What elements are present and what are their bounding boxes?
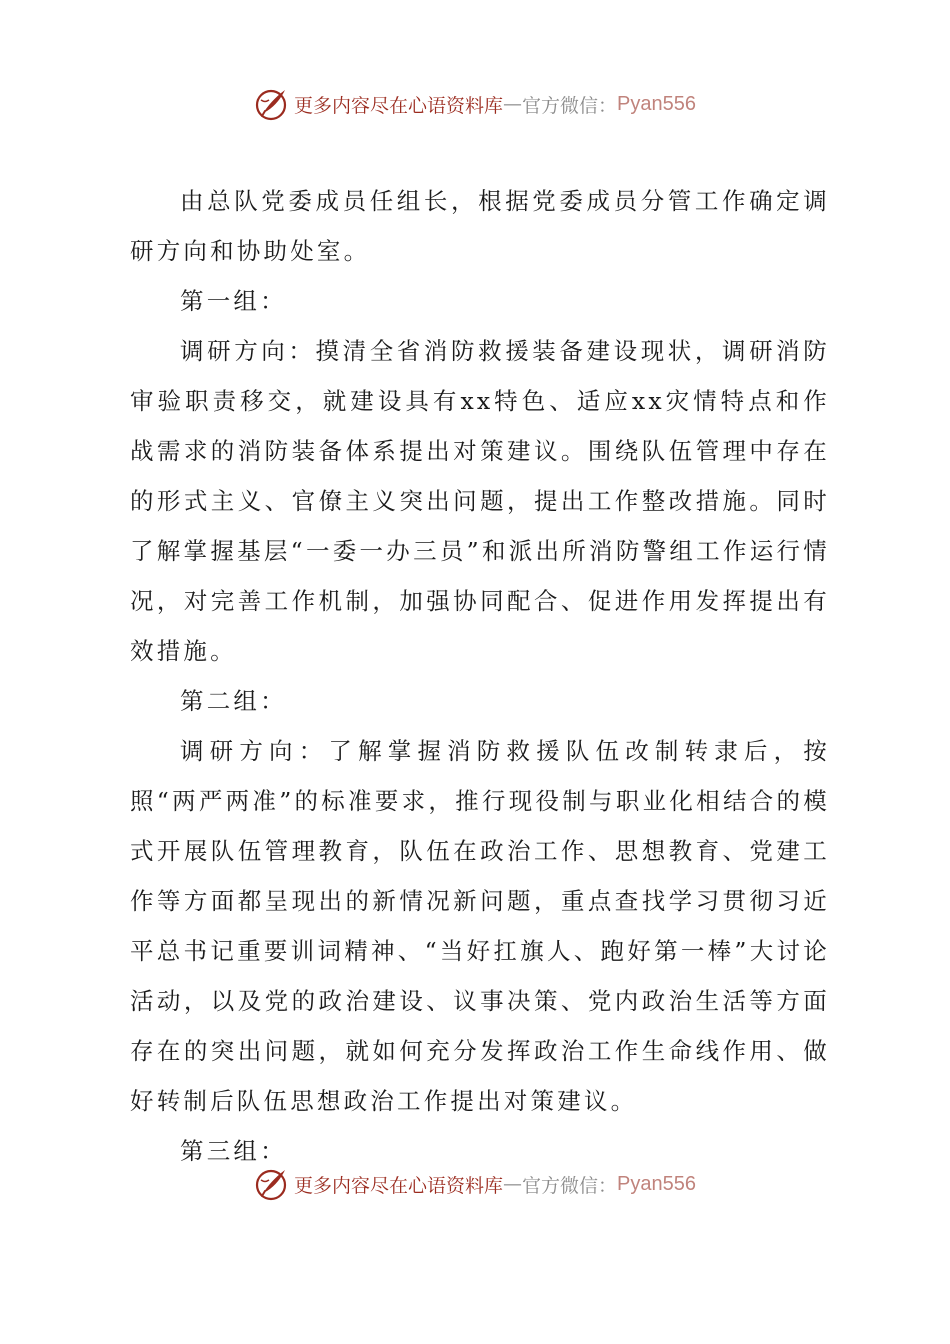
footer-separator: — [503,1173,523,1195]
group-1-heading: 第一组： [180,287,287,315]
group-1-direction: 调研方向：摸清全省消防救援装备建设现状，调研消防审验职责移交，就建设具有xx特色、适应xx灾情特点和作战需求的消防装备体系提出对策建议。围绕队伍管理中存在的形式主义、官僚主义突出问题，提出工作整改措施。同时了解掌握基层“一委一办三员”和派出所消防警组工作运行情况，对完善工作机制，加强协同配合、促进作用发挥提出有效措施。 [130,337,830,665]
paragraph-intro: 由总队党委成员任组长，根据党委成员分管工作确定调研方向和协助处室。 [130,187,830,265]
quill-pen-logo-icon [254,86,290,122]
header-wechat-label: 官方微信： [522,94,618,117]
footer-banner [0,1164,950,1204]
header-banner [0,84,950,124]
group-2-direction: 调研方向：了解掌握消防救援队伍改制转隶后，按照“两严两准”的标准要求，推行现役制与职业化相结合的模式开展队伍管理教育，队伍在政治工作、思想教育、党建工作等方面都呈现出的新情况新问题，重点查找学习贯彻习近平总书记重要训词精神、“当好扛旗人、跑好第一棒”大讨论活动，以及党的政治建设、议事决策、党内政治生活等方面存在的突出问题，就如何充分发挥政治工作生命线作用、做好转制后队伍思想政治工作提出对策建议。 [130,737,830,1115]
group-2-heading: 第二组： [180,687,287,715]
header-brand-text: 更多内容尽在心语资料库 [294,94,504,117]
header-separator: — [503,93,523,115]
quill-pen-logo-icon [254,1166,290,1202]
group-3-heading: 第三组： [180,1137,287,1165]
footer-wechat-id: Pyan556 [617,1172,696,1195]
header-wechat-id: Pyan556 [617,92,696,115]
document-body [130,176,830,1176]
footer-wechat-label: 官方微信： [522,1174,618,1197]
footer-brand-text: 更多内容尽在心语资料库 [294,1174,504,1197]
